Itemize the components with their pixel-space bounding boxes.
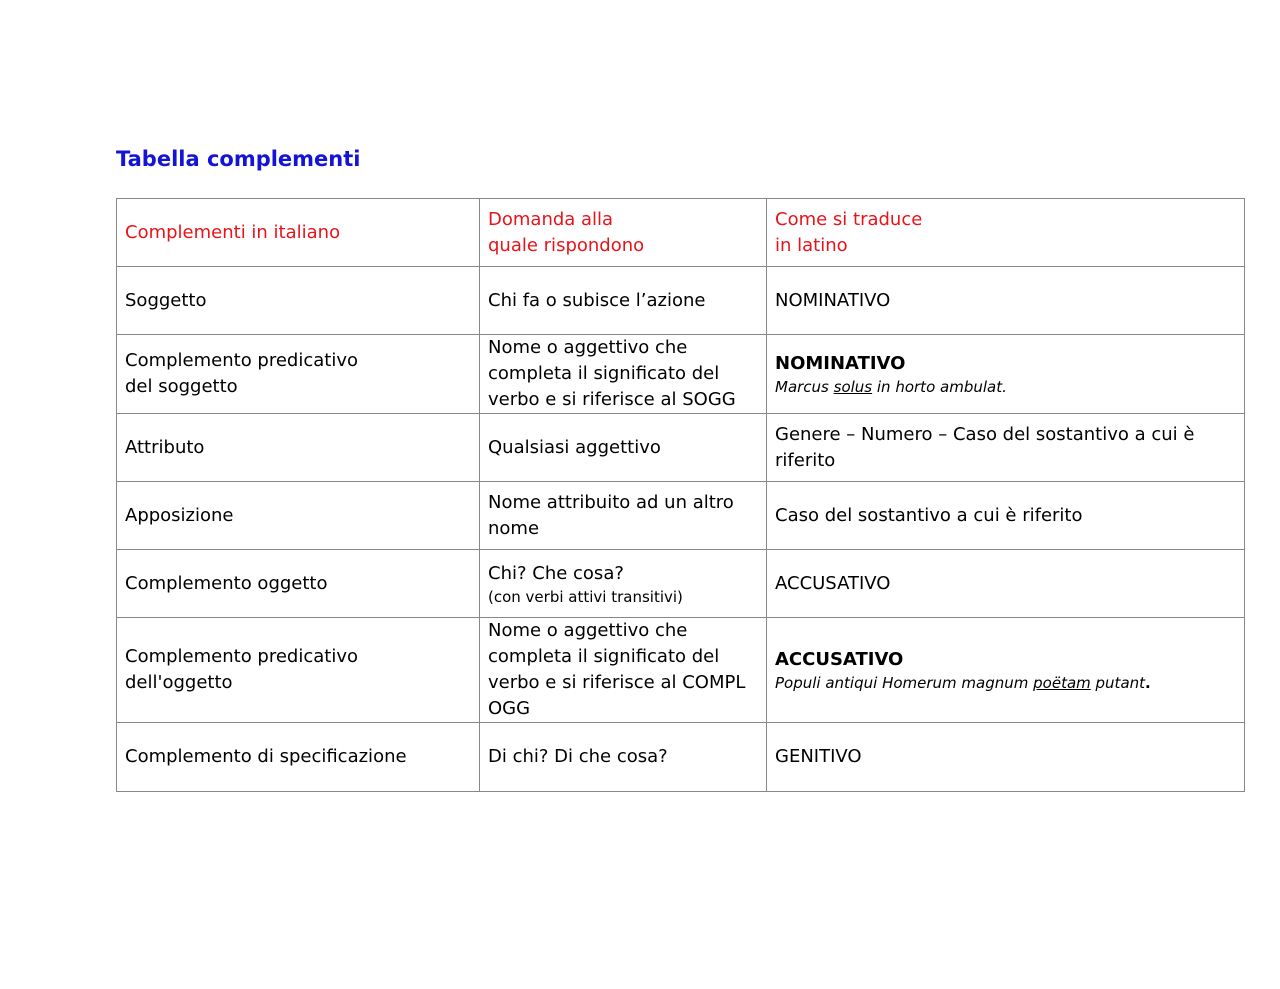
complement-question: Qualsiasi aggettivo bbox=[480, 414, 767, 482]
header-italian-complements bbox=[117, 199, 480, 267]
header-question-line1: Domanda alla bbox=[488, 208, 614, 230]
header-question-line2: quale rispondono bbox=[488, 234, 645, 256]
complement-name-line: Soggetto bbox=[125, 289, 207, 311]
table-row bbox=[117, 618, 1245, 723]
latin-case-label: NOMINATIVO bbox=[775, 353, 906, 374]
complement-name bbox=[117, 723, 480, 792]
latin-case-label: ACCUSATIVO bbox=[775, 649, 904, 670]
header-question bbox=[480, 199, 767, 267]
complement-name-line: Complemento di specificazione bbox=[125, 746, 407, 767]
example-text: Populi antiqui Homerum magnum bbox=[775, 674, 1034, 692]
latin-case-label: GENITIVO bbox=[775, 746, 862, 767]
complement-name-line: dell'oggetto bbox=[125, 672, 233, 693]
latin-case bbox=[767, 550, 1245, 618]
complement-question: Chi fa o subisce l’azione bbox=[480, 267, 767, 335]
complement-name bbox=[117, 550, 480, 618]
complement-question: Nome o aggettivo che completa il significato del verbo e si riferisce al COMPL OGG bbox=[480, 618, 767, 723]
latin-case-label: ACCUSATIVO bbox=[775, 572, 891, 594]
header-latin-line2: in latino bbox=[775, 234, 848, 256]
table-row bbox=[117, 550, 1245, 618]
table-row bbox=[117, 267, 1245, 335]
complement-question bbox=[480, 550, 767, 618]
complement-name-line: del soggetto bbox=[125, 376, 238, 397]
complement-name-line: Apposizione bbox=[125, 504, 234, 526]
example-highlight: poëtam bbox=[1033, 674, 1091, 692]
latin-case: Genere – Numero – Caso del sostantivo a cui è riferito bbox=[767, 414, 1245, 482]
example-text: in horto ambulat. bbox=[872, 378, 1007, 396]
complement-name bbox=[117, 482, 480, 550]
latin-case bbox=[767, 618, 1245, 723]
complement-name bbox=[117, 335, 480, 414]
latin-case bbox=[767, 723, 1245, 792]
example-text: Marcus bbox=[775, 378, 834, 396]
complement-name bbox=[117, 618, 480, 723]
complement-question: Nome attribuito ad un altro nome bbox=[480, 482, 767, 550]
table-row bbox=[117, 482, 1245, 550]
complement-name bbox=[117, 267, 480, 335]
latin-example bbox=[775, 377, 1236, 397]
example-text: putant bbox=[1090, 674, 1146, 692]
complement-question: Nome o aggettivo che completa il significato del verbo e si riferisce al SOGG bbox=[480, 335, 767, 414]
table-row bbox=[117, 414, 1245, 482]
complement-name bbox=[117, 414, 480, 482]
latin-case: Caso del sostantivo a cui è riferito bbox=[767, 482, 1245, 550]
example-highlight: solus bbox=[833, 378, 873, 396]
complement-question: Di chi? Di che cosa? bbox=[480, 723, 767, 792]
complement-name-line: Complemento predicativo bbox=[125, 646, 359, 667]
table-row bbox=[117, 723, 1245, 792]
question-note: (con verbi attivi transitivi) bbox=[488, 587, 683, 606]
question-text: Chi? Che cosa? bbox=[488, 562, 624, 584]
complement-name-line: Attributo bbox=[125, 436, 205, 458]
complements-table bbox=[116, 198, 1245, 792]
header-latin-translation bbox=[767, 199, 1245, 267]
complement-name-line: Complemento oggetto bbox=[125, 572, 328, 594]
latin-case bbox=[767, 335, 1245, 414]
latin-case-label: NOMINATIVO bbox=[775, 289, 891, 311]
header-italian-label: Complementi in italiano bbox=[125, 221, 341, 243]
example-period: . bbox=[1145, 674, 1151, 692]
complement-name-line: Complemento predicativo bbox=[125, 350, 359, 371]
table-header-row bbox=[117, 199, 1245, 267]
page-title: Tabella complementi bbox=[116, 147, 361, 171]
latin-case bbox=[767, 267, 1245, 335]
table-row bbox=[117, 335, 1245, 414]
header-latin-line1: Come si traduce bbox=[775, 208, 923, 230]
latin-example bbox=[775, 673, 1236, 693]
